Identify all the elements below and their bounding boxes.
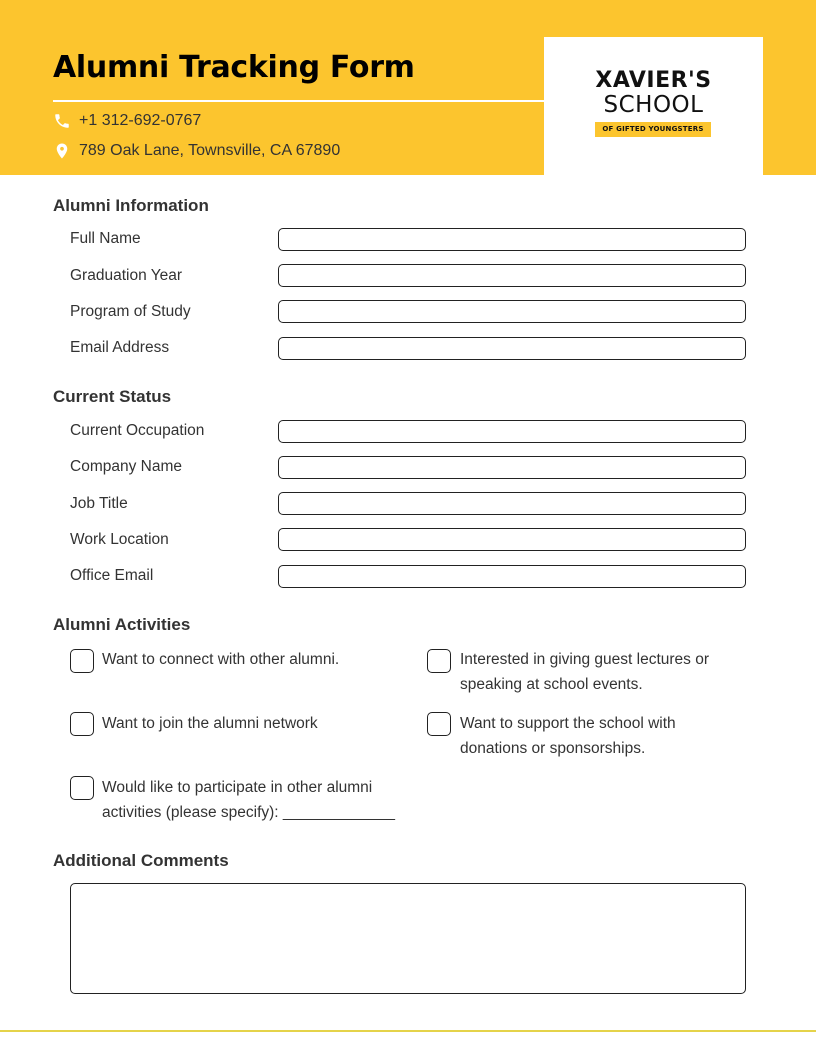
phone-row [53, 111, 201, 131]
logo-line1: XAVIER'S [595, 68, 712, 93]
label-graduation-year: Graduation Year [70, 267, 183, 284]
section-alumni-activities: Alumni Activities [53, 615, 191, 634]
logo-tagline: OF GIFTED YOUNGSTERS [595, 122, 711, 137]
option-connect-alumni: Want to connect with other alumni. [102, 651, 340, 668]
checkbox-support-donations[interactable] [427, 712, 451, 736]
address-row [53, 141, 340, 161]
option-guest-lectures: Interested in giving guest lectures or speaking at school events. [460, 651, 709, 693]
option-join-network: Want to join the alumni network [102, 715, 318, 732]
checkbox-other-activities[interactable] [70, 776, 94, 800]
comments-textarea[interactable] [70, 883, 746, 994]
address-text: 789 Oak Lane, Townsville, CA 67890 [79, 142, 341, 159]
label-company-name: Company Name [70, 458, 182, 475]
input-email-address[interactable] [278, 337, 746, 360]
input-graduation-year[interactable] [278, 264, 746, 287]
input-current-occupation[interactable] [278, 420, 746, 443]
label-work-location: Work Location [70, 531, 169, 548]
section-alumni-information: Alumni Information [53, 196, 209, 215]
option-other-activities: Would like to participate in other alumni activities (please specify): _____________ [102, 779, 395, 821]
form-title: Alumni Tracking Form [53, 50, 415, 85]
input-full-name[interactable] [278, 228, 746, 251]
section-current-status: Current Status [53, 387, 172, 406]
label-full-name: Full Name [70, 230, 141, 247]
checkbox-join-network[interactable] [70, 712, 94, 736]
option-support-donations: Want to support the school with donations or sponsorships. [460, 715, 676, 757]
input-office-email[interactable] [278, 565, 746, 588]
logo-line2: SCHOOL [603, 92, 704, 118]
title-divider [53, 100, 544, 102]
school-logo [544, 37, 763, 175]
label-current-occupation: Current Occupation [70, 422, 205, 439]
label-email-address: Email Address [70, 339, 170, 356]
input-work-location[interactable] [278, 528, 746, 551]
input-program-of-study[interactable] [278, 300, 746, 323]
label-job-title: Job Title [70, 495, 128, 512]
label-program-of-study: Program of Study [70, 303, 191, 320]
header-band [0, 0, 816, 175]
phone-number: +1 312-692-0767 [79, 112, 202, 129]
map-pin-icon [53, 142, 71, 160]
input-job-title[interactable] [278, 492, 746, 515]
input-company-name[interactable] [278, 456, 746, 479]
label-office-email: Office Email [70, 567, 154, 584]
checkbox-connect-alumni[interactable] [70, 649, 94, 673]
section-additional-comments: Additional Comments [53, 851, 229, 870]
checkbox-guest-lectures[interactable] [427, 649, 451, 673]
footer-divider [0, 1030, 816, 1032]
phone-icon [53, 112, 71, 130]
